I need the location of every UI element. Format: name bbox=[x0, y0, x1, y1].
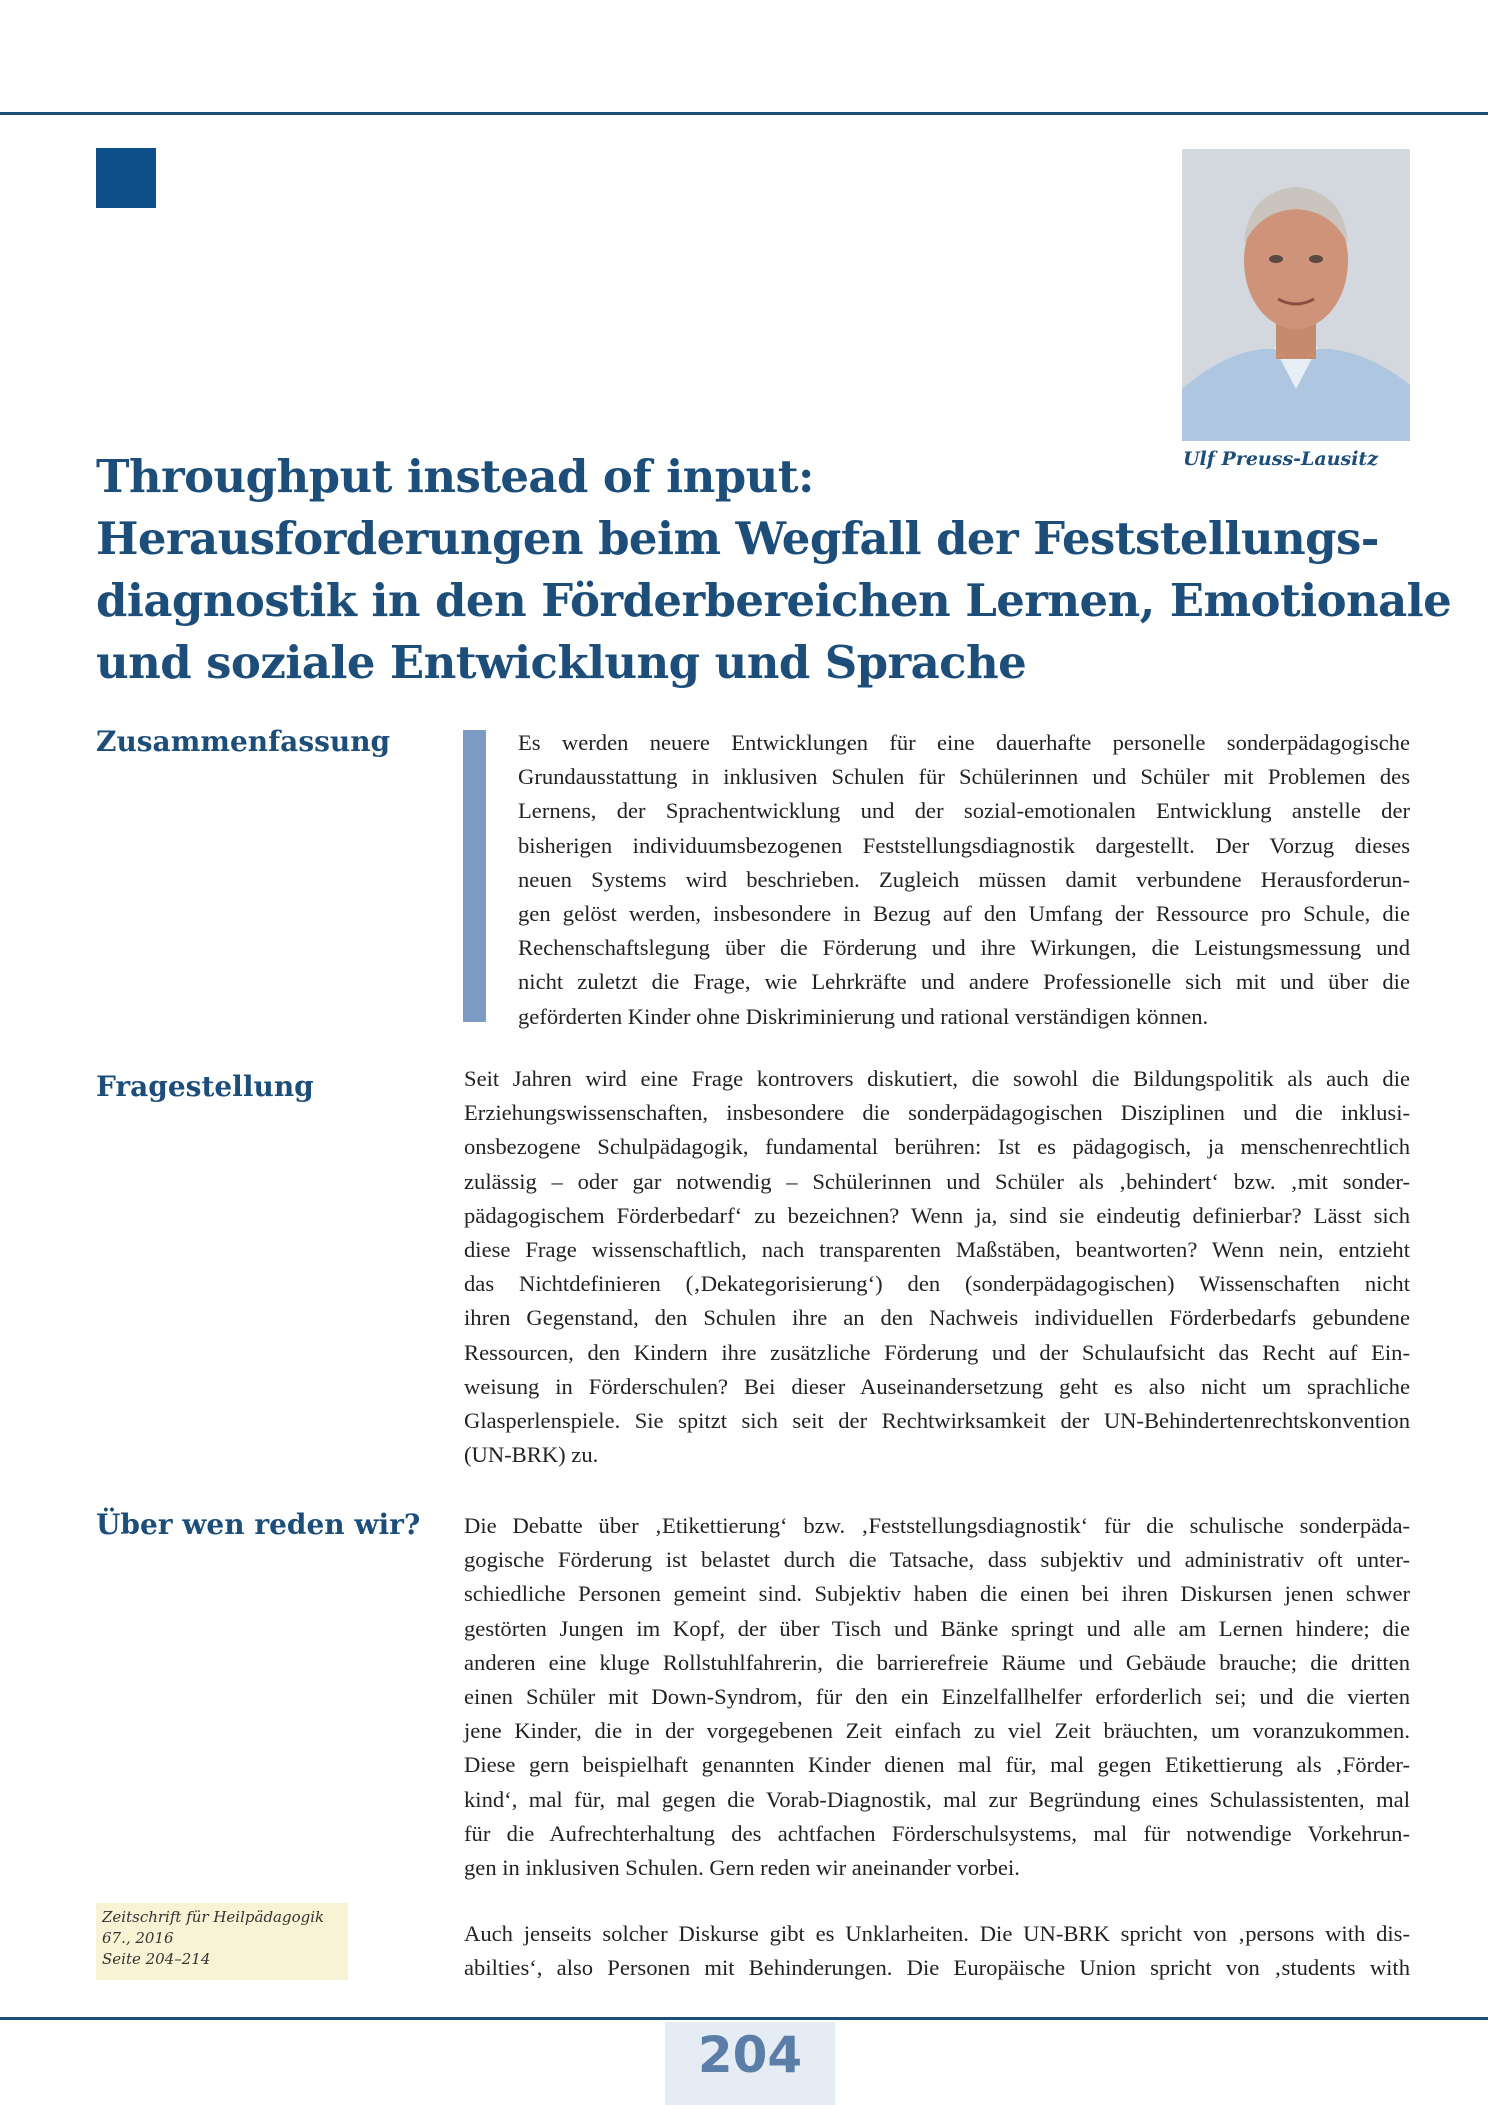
text-line: einen Schüler mit Down-Syndrom, für den ein Einzelfallhelfer erforderlich sei; und die vierten bbox=[464, 1684, 1410, 1710]
text-line: anderen eine kluge Rollstuhlfahrerin, die barrierefreie Räume und Gebäude brauche; die dritten bbox=[464, 1649, 1410, 1675]
text-line: Lernens, der Sprachentwicklung und der sozial-emotionalen Entwicklung anstelle der bbox=[518, 798, 1410, 824]
ueber-wen-text-continued bbox=[464, 1917, 1410, 1985]
text-line: pädagogischem Förderbedarf‘ zu bezeichnen? Wenn ja, sind sie eindeutig definierbar? Lässt sich bbox=[464, 1202, 1410, 1228]
fragestellung-text bbox=[464, 1062, 1410, 1472]
title-line: diagnostik in den Förderbereichen Lernen, Emotionale bbox=[96, 574, 1452, 627]
journal-pages: Seite 204–214 bbox=[102, 1950, 211, 1968]
title-line: Throughput instead of input: bbox=[96, 450, 814, 503]
author-photo bbox=[1182, 149, 1410, 441]
top-rule bbox=[0, 112, 1488, 115]
heading-fragestellung: Fragestellung bbox=[96, 1070, 314, 1103]
text-line: Diese gern beispielhaft genannten Kinder dienen mal für, mal gegen Etikettierung als ‚Förder- bbox=[464, 1752, 1410, 1778]
article-title bbox=[96, 446, 1452, 694]
text-line: kind‘, mal für, mal gegen die Vorab-Diagnostik, mal zur Begründung eines Schulassistenten, mal bbox=[464, 1786, 1410, 1812]
text-line: schiedliche Personen gemeint sind. Subjektiv haben die einen bei ihren Diskursen jenen schwer bbox=[464, 1581, 1410, 1607]
text-line: (UN-BRK) zu. bbox=[464, 1442, 599, 1468]
text-line: gen in inklusiven Schulen. Gern reden wir aneinander vorbei. bbox=[464, 1855, 1020, 1881]
heading-zusammenfassung: Zusammenfassung bbox=[96, 725, 391, 758]
author-name: Ulf Preuss-Lausitz bbox=[1182, 448, 1378, 470]
journal-citation bbox=[96, 1903, 348, 1980]
text-line: geförderten Kinder ohne Diskriminierung und rational verständigen können. bbox=[518, 1003, 1209, 1029]
title-line: Herausforderungen beim Wegfall der Feststellungs- bbox=[96, 512, 1379, 565]
heading-ueber-wen-reden-wir: Über wen reden wir? bbox=[96, 1508, 421, 1541]
text-line: das Nichtdefinieren (‚Dekategorisierung‘) den (sonderpädagogischen) Wissenschaften nicht bbox=[464, 1271, 1410, 1297]
abstract-accent-bar bbox=[463, 730, 486, 1022]
text-line: Es werden neuere Entwicklungen für eine dauerhafte personelle sonderpädagogische bbox=[518, 730, 1410, 755]
page-number: 204 bbox=[665, 2022, 835, 2105]
text-line: gestörten Jungen im Kopf, der über Tisch und Bänke springt und alle am Lernen hindere; die bbox=[464, 1615, 1410, 1641]
text-line: Grundausstattung in inklusiven Schulen für Schülerinnen und Schüler mit Problemen des bbox=[518, 764, 1410, 790]
text-line: jene Kinder, die in der vorgegebenen Zeit einfach zu viel Zeit bräuchten, um voranzukommen. bbox=[464, 1718, 1410, 1744]
section-square-marker bbox=[96, 148, 156, 208]
journal-volume: 67., 2016 bbox=[102, 1929, 174, 1947]
text-line: neuen Systems wird beschrieben. Zugleich müssen damit verbundene Herausforderun- bbox=[518, 866, 1410, 892]
bottom-rule bbox=[0, 2017, 1488, 2020]
text-line: Auch jenseits solcher Diskurse gibt es Unklarheiten. Die UN-BRK spricht von ‚persons with dis- bbox=[464, 1921, 1410, 1946]
text-line: nicht zuletzt die Frage, wie Lehrkräfte und andere Professionelle sich mit und über die bbox=[518, 969, 1410, 995]
text-line: bisherigen individuumsbezogenen Feststellungsdiagnostik dargestellt. Der Vorzug dieses bbox=[518, 832, 1410, 858]
text-line: Seit Jahren wird eine Frage kontrovers diskutiert, die sowohl die Bildungspolitik als auch die bbox=[464, 1066, 1410, 1091]
ueber-wen-text bbox=[464, 1509, 1410, 1885]
text-line: gen gelöst werden, insbesondere in Bezug auf den Umfang der Ressource pro Schule, die bbox=[518, 901, 1410, 927]
text-line: abilties‘, also Personen mit Behinderungen. Die Europäische Union spricht von ‚students with bbox=[464, 1955, 1410, 1981]
text-line: für die Aufrechterhaltung des achtfachen Förderschulsystems, mal für notwendige Vorkehrun- bbox=[464, 1820, 1410, 1846]
text-line: diese Frage wissenschaftlich, nach transparenten Maßstäben, beantworten? Wenn nein, entzieht bbox=[464, 1237, 1410, 1263]
text-line: Glasperlenspiele. Sie spitzt sich seit der Rechtwirksamkeit der UN-Behindertenrechtskonvention bbox=[464, 1408, 1410, 1434]
abstract-text bbox=[518, 726, 1410, 1034]
text-line: ihren Gegenstand, den Schulen ihre an den Nachweis individuellen Förderbedarfs gebundene bbox=[464, 1305, 1410, 1331]
text-line: weisung in Förderschulen? Bei dieser Auseinandersetzung geht es also nicht um sprachliche bbox=[464, 1373, 1410, 1399]
text-line: Rechenschaftslegung über die Förderung und ihre Wirkungen, die Leistungsmessung und bbox=[518, 935, 1410, 961]
text-line: Erziehungswissenschaften, insbesondere die sonderpädagogischen Disziplinen und die inklusi- bbox=[464, 1100, 1410, 1126]
journal-name: Zeitschrift für Heilpädagogik bbox=[102, 1908, 325, 1926]
text-line: Ressourcen, den Kindern ihre zusätzliche Förderung und der Schulaufsicht das Recht auf Ein- bbox=[464, 1339, 1410, 1365]
text-line: onsbezogene Schulpädagogik, fundamental berühren: Ist es pädagogisch, ja menschenrechtlich bbox=[464, 1134, 1410, 1160]
text-line: gogische Förderung ist belastet durch die Tatsache, dass subjektiv und administrativ oft unter- bbox=[464, 1547, 1410, 1573]
title-line: und soziale Entwicklung und Sprache bbox=[96, 636, 1027, 689]
text-line: zulässig – oder gar notwendig – Schülerinnen und Schüler als ‚behindert‘ bzw. ‚mit sonder- bbox=[464, 1168, 1410, 1194]
text-line: Die Debatte über ‚Etikettierung‘ bzw. ‚Feststellungsdiagnostik‘ für die schulische sonderpäda- bbox=[464, 1513, 1410, 1538]
